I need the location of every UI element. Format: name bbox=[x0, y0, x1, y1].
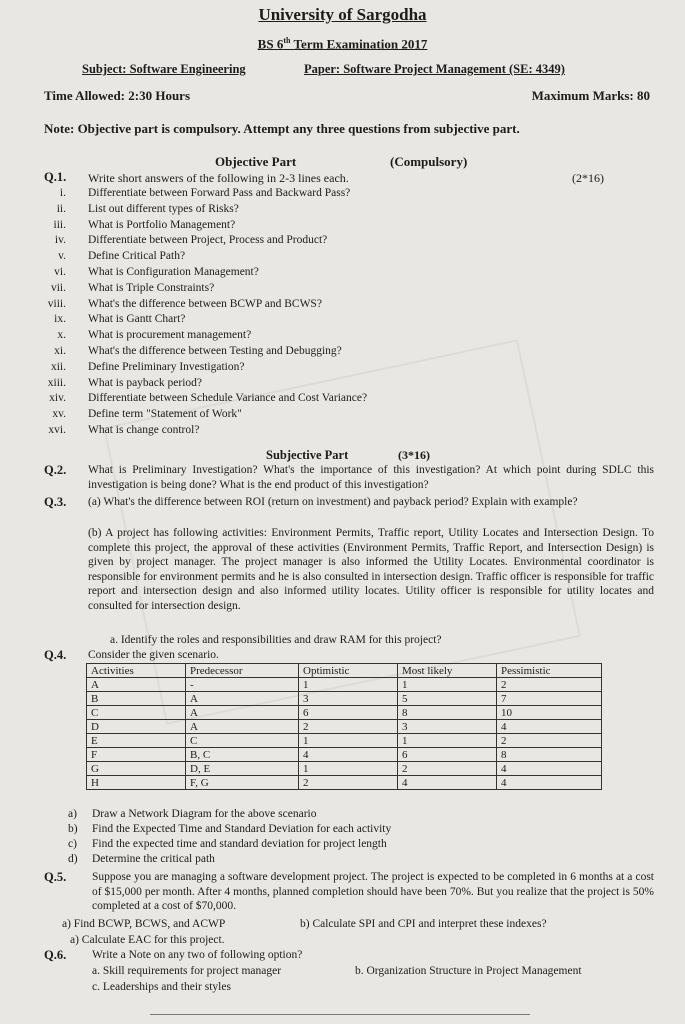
q4-part-label: c) bbox=[68, 838, 77, 850]
objective-item-text: Differentiate between Project, Process and Product? bbox=[88, 234, 328, 246]
table-cell: 5 bbox=[398, 692, 497, 706]
subject-label: Subject: Software Engineering bbox=[82, 62, 246, 76]
note: Note: Objective part is compulsory. Attempt any three questions from subjective part. bbox=[44, 121, 520, 136]
objective-item-text: What is Gantt Chart? bbox=[88, 313, 186, 325]
objective-item-text: What's the difference between Testing and Debugging? bbox=[88, 345, 342, 357]
objective-item-number: xv. bbox=[52, 408, 66, 420]
table-header-cell: Pessimistic bbox=[497, 664, 602, 678]
paper-label: Paper: Software Project Management (SE: 4349) bbox=[304, 62, 565, 76]
university-title: University of Sargodha bbox=[258, 5, 427, 24]
table-cell: G bbox=[87, 762, 186, 776]
table-header-cell: Predecessor bbox=[186, 664, 299, 678]
table-cell: 2 bbox=[497, 734, 602, 748]
objective-item-number: viii. bbox=[47, 298, 66, 310]
table-cell: D, E bbox=[186, 762, 299, 776]
q3-part-a: (a) What's the difference between ROI (return on investment) and payback period? Explain with example? bbox=[88, 496, 578, 508]
table-cell: 4 bbox=[497, 720, 602, 734]
q5-text: Suppose you are managing a software development project. The project is expected to be completed in 6 months at a cost of $15,000 per month. After 4 months, planned completion should have been 70%. But you realize that the project is 50% completed at a cost of $70,000. bbox=[92, 871, 654, 913]
objective-item-number: iii. bbox=[53, 219, 66, 231]
q2-number: Q.2. bbox=[44, 463, 67, 477]
footer-rule bbox=[150, 1014, 530, 1015]
q4-part-label: d) bbox=[68, 853, 78, 865]
q4-part-text: Find the Expected Time and Standard Deviation for each activity bbox=[92, 823, 392, 835]
objective-item-number: ii. bbox=[56, 203, 66, 215]
table-row bbox=[87, 720, 602, 734]
q5-part-b: b) Calculate SPI and CPI and interpret these indexes? bbox=[300, 918, 547, 930]
objective-item-number: xii. bbox=[50, 361, 66, 373]
subjective-title: Subjective Part bbox=[266, 448, 349, 462]
table-header-row bbox=[87, 664, 602, 678]
table-header-cell: Most likely bbox=[398, 664, 497, 678]
table-row bbox=[87, 692, 602, 706]
table-cell: 4 bbox=[398, 776, 497, 790]
q2-text: What is Preliminary Investigation? What's the importance of this investigation? At which point during SDLC this investigation is being done? What is the end product of this investigation? bbox=[88, 464, 654, 491]
objective-item-text: What is change control? bbox=[88, 424, 200, 436]
table-cell: 1 bbox=[299, 734, 398, 748]
table-row bbox=[87, 678, 602, 692]
q6-option-b: b. Organization Structure in Project Management bbox=[355, 965, 582, 977]
q4-number: Q.4. bbox=[44, 648, 67, 662]
table-cell: 1 bbox=[398, 734, 497, 748]
table-row bbox=[87, 762, 602, 776]
objective-item-number: ix. bbox=[54, 313, 66, 325]
q1-number: Q.1. bbox=[44, 170, 67, 184]
table-cell: 1 bbox=[299, 678, 398, 692]
objective-item-text: What is Triple Constraints? bbox=[88, 282, 215, 294]
q3-number: Q.3. bbox=[44, 495, 67, 509]
q4-intro: Consider the given scenario. bbox=[88, 649, 219, 661]
q6-option-a: a. Skill requirements for project manager bbox=[92, 965, 282, 977]
objective-compulsory: (Compulsory) bbox=[390, 154, 468, 169]
table-row bbox=[87, 776, 602, 790]
table-cell: A bbox=[87, 678, 186, 692]
objective-item-text: Differentiate between Forward Pass and Backward Pass? bbox=[88, 187, 351, 199]
objective-item-number: i. bbox=[59, 187, 66, 199]
objective-item-number: x. bbox=[57, 329, 66, 341]
q4-part-text: Find the expected time and standard deviation for project length bbox=[92, 838, 387, 850]
table-cell: D bbox=[87, 720, 186, 734]
table-cell: 10 bbox=[497, 706, 602, 720]
objective-title: Objective Part bbox=[215, 154, 297, 169]
objective-item-text: Define Critical Path? bbox=[88, 250, 186, 262]
table-cell: C bbox=[186, 734, 299, 748]
q6-number: Q.6. bbox=[44, 948, 67, 962]
table-row bbox=[87, 734, 602, 748]
objective-item-text: Define term "Statement of Work" bbox=[88, 408, 242, 420]
objective-item-text: What is procurement management? bbox=[88, 329, 252, 341]
q6-text: Write a Note on any two of following option? bbox=[92, 949, 303, 961]
table-cell: 3 bbox=[299, 692, 398, 706]
q4-part-text: Draw a Network Diagram for the above scenario bbox=[92, 808, 317, 820]
q5-number: Q.5. bbox=[44, 870, 67, 884]
table-cell: F, G bbox=[186, 776, 299, 790]
table-header-cell: Activities bbox=[87, 664, 186, 678]
table-cell: 6 bbox=[299, 706, 398, 720]
table-cell: 7 bbox=[497, 692, 602, 706]
maximum-marks: Maximum Marks: 80 bbox=[531, 88, 650, 103]
table-row bbox=[87, 706, 602, 720]
q1-instruction: Write short answers of the following in 2-3 lines each. bbox=[88, 171, 349, 185]
subjective-marks: (3*16) bbox=[398, 448, 430, 462]
objective-item-number: xiv. bbox=[49, 392, 66, 404]
table-cell: 8 bbox=[497, 748, 602, 762]
scenario-table bbox=[86, 663, 602, 790]
table-cell: B bbox=[87, 692, 186, 706]
objective-item-text: What's the difference between BCWP and BCWS? bbox=[88, 298, 322, 310]
q4-part-text: Determine the critical path bbox=[92, 853, 215, 865]
table-cell: 2 bbox=[497, 678, 602, 692]
table-cell: 8 bbox=[398, 706, 497, 720]
table-cell: B, C bbox=[186, 748, 299, 762]
table-cell: C bbox=[87, 706, 186, 720]
table-cell: 2 bbox=[299, 776, 398, 790]
objective-item-text: Differentiate between Schedule Variance and Cost Variance? bbox=[88, 392, 368, 404]
q6-option-c: c. Leaderships and their styles bbox=[92, 981, 231, 993]
exam-term: BS 6th Term Examination 2017 bbox=[257, 36, 428, 52]
table-cell: 1 bbox=[398, 678, 497, 692]
q1-marks: (2*16) bbox=[572, 171, 604, 185]
objective-item-number: v. bbox=[58, 250, 66, 262]
table-cell: 3 bbox=[398, 720, 497, 734]
table-cell: 4 bbox=[299, 748, 398, 762]
objective-item-number: xvi. bbox=[48, 424, 66, 436]
table-cell: A bbox=[186, 692, 299, 706]
table-cell: A bbox=[186, 720, 299, 734]
q3-part-b: (b) A project has following activities: Environment Permits, Traffic report, Utility Locates and Intersection Design. To complete this project, the approval of these activities (Environment Permits, Traffic Report, and Intersection Design) is given by project manager. The project manager is also informed the Utility Locates. Environmental coordinator is responsible for environment permits and he is also consulted in intersection design. Traffic officer is responsible for traffic report and intersection design and also informed utility locates. Utility officer is responsible for utility locates and consulted for intersection design. bbox=[88, 527, 654, 612]
objective-item-text: What is Portfolio Management? bbox=[88, 219, 236, 231]
objective-item-number: xi. bbox=[54, 345, 66, 357]
table-cell: 6 bbox=[398, 748, 497, 762]
objective-item-text: What is payback period? bbox=[88, 377, 202, 389]
table-cell: A bbox=[186, 706, 299, 720]
q5-part-c: a) Calculate EAC for this project. bbox=[70, 934, 225, 946]
objective-item-number: vi. bbox=[54, 266, 66, 278]
table-cell: H bbox=[87, 776, 186, 790]
objective-item-number: iv. bbox=[54, 234, 66, 246]
table-cell: E bbox=[87, 734, 186, 748]
q3-subpart: a. Identify the roles and responsibilities and draw RAM for this project? bbox=[110, 634, 442, 646]
objective-item-number: xiii. bbox=[47, 377, 66, 389]
time-allowed: Time Allowed: 2:30 Hours bbox=[44, 88, 191, 103]
table-cell: 4 bbox=[497, 776, 602, 790]
table-cell: 2 bbox=[299, 720, 398, 734]
table-cell: 1 bbox=[299, 762, 398, 776]
table-cell: F bbox=[87, 748, 186, 762]
table-header-cell: Optimistic bbox=[299, 664, 398, 678]
table-row bbox=[87, 748, 602, 762]
table-cell: 4 bbox=[497, 762, 602, 776]
objective-item-number: vii. bbox=[50, 282, 66, 294]
table-body bbox=[87, 678, 602, 790]
table-cell: - bbox=[186, 678, 299, 692]
objective-item-text: List out different types of Risks? bbox=[88, 203, 239, 215]
q4-part-label: b) bbox=[68, 823, 78, 835]
q4-part-label: a) bbox=[68, 808, 77, 820]
table-cell: 2 bbox=[398, 762, 497, 776]
objective-item-text: What is Configuration Management? bbox=[88, 266, 259, 278]
objective-item-text: Define Preliminary Investigation? bbox=[88, 361, 245, 373]
q5-part-a: a) Find BCWP, BCWS, and ACWP bbox=[62, 918, 226, 930]
